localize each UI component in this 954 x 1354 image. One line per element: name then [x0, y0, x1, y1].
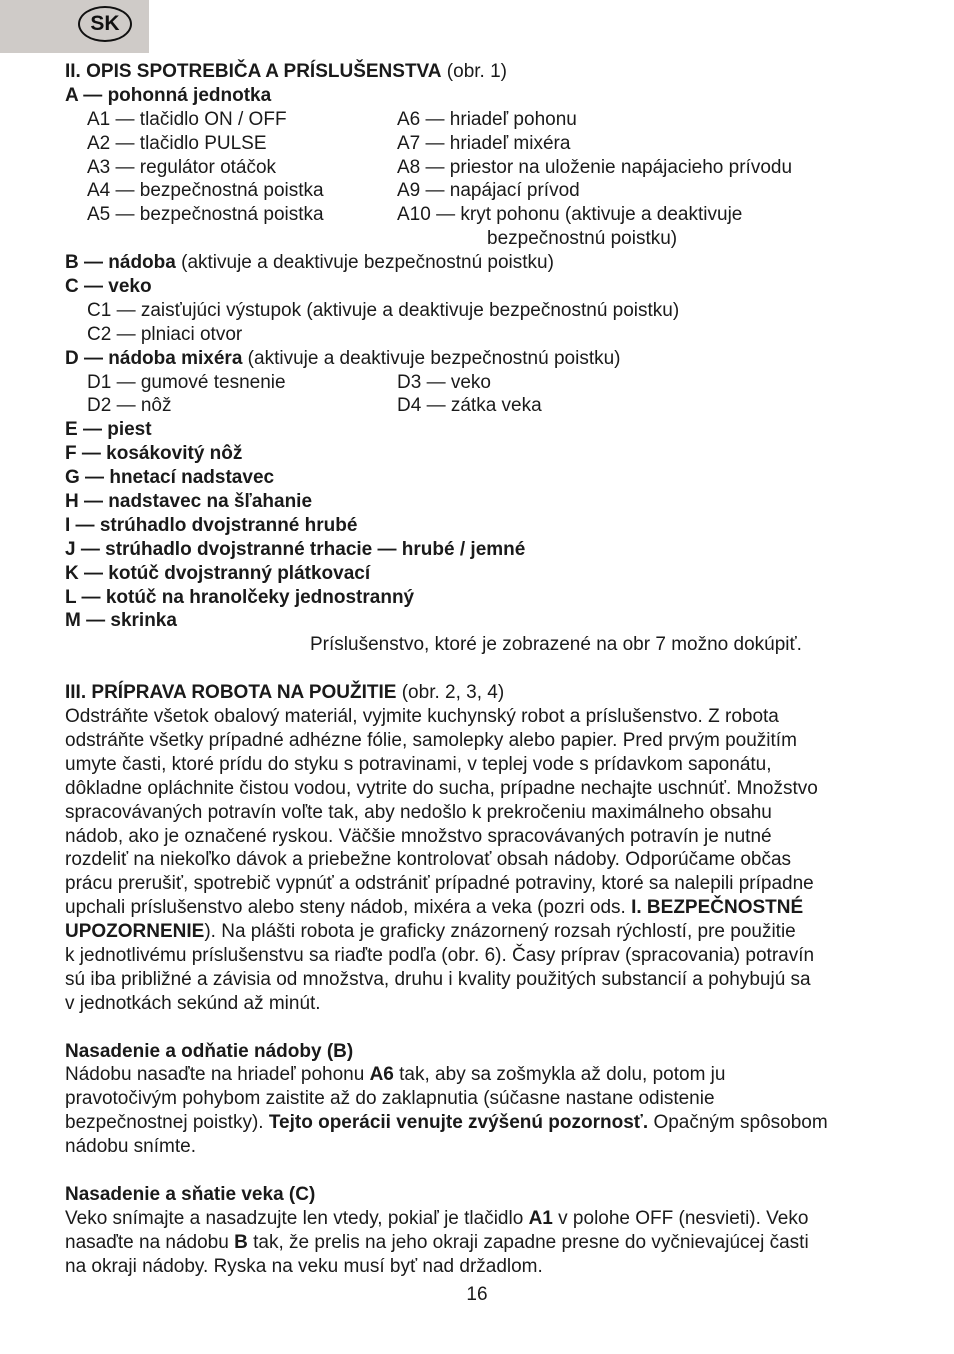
paragraph-line: prácu prerušiť, spotrebič vypnúť a odstrániť prípadné potraviny, ktoré sa nalepili prípadne — [65, 873, 814, 895]
lid-paragraph — [65, 1207, 895, 1279]
section2-title: II. OPIS SPOTREBIČA A PRÍSLUŠENSTVA — [65, 61, 442, 82]
part-a-item: A8 — priestor na uloženie napájacieho prívodu — [397, 156, 793, 178]
section2-heading — [65, 60, 895, 84]
part-a-row — [65, 203, 895, 227]
part-item: L — kotúč na hranolčeky jednostranný — [65, 586, 415, 608]
part-d — [65, 347, 895, 371]
part-reference: A1 — [528, 1207, 553, 1229]
part-a-row — [65, 179, 895, 203]
part-reference: A6 — [369, 1064, 394, 1086]
part-a-item: A7 — hriadeľ mixéra — [397, 132, 571, 154]
part-d-item: D3 — veko — [397, 371, 491, 393]
part-c-item: C2 — plniaci otvor — [87, 323, 243, 345]
section3-title-ref: (obr. 2, 3, 4) — [396, 682, 505, 704]
part-d-row — [65, 394, 895, 418]
part-a-item: A10 — kryt pohonu (aktivuje a deaktivuje — [397, 204, 743, 226]
text-run: bezpečnostnej poistky). — [65, 1112, 269, 1134]
paragraph-line: nádobu snímte. — [65, 1136, 196, 1158]
paragraph-line: nádob, ako je označené ryskou. Väčšie množstvo spracovávaných potravín je nutné — [65, 825, 772, 847]
part-item: M — skrinka — [65, 610, 177, 632]
paragraph-line — [65, 1207, 895, 1231]
text-run: Opačným spôsobom — [648, 1112, 828, 1134]
part-a-row — [65, 156, 895, 180]
part-a-item: A3 — regulátor otáčok — [87, 156, 277, 178]
paragraph-line: umyte časti, ktoré prídu do styku s potravinami, v teplej vode s prídavkom saponátu, — [65, 753, 772, 775]
section3-title: III. PRÍPRAVA ROBOTA NA POUŽITIE — [65, 682, 397, 704]
paragraph-line: spracovávaných potravín voľte tak, aby nedošlo k prekročeniu maximálneho obsahu — [65, 801, 772, 823]
part-a-item: A6 — hriadeľ pohonu — [397, 108, 577, 130]
page-number: 16 — [466, 1284, 488, 1305]
language-badge: SK — [78, 6, 132, 42]
text-run: Veko snímajte a nasadzujte len vtedy, pokiaľ je tlačidlo — [65, 1207, 529, 1229]
paragraph-line: na okraji nádoby. Ryska na veku musí byť nad držadlom. — [65, 1255, 543, 1277]
part-b-description: (aktivuje a deaktivuje bezpečnostnú poistku) — [175, 252, 554, 274]
bowl-heading: Nasadenie a odňatie nádoby (B) — [65, 1040, 354, 1062]
paragraph-line: v jednotkách sekúnd až minút. — [65, 992, 321, 1014]
text-run: v polohe OFF (nesvieti). Veko — [552, 1207, 809, 1229]
part-a-row — [65, 132, 895, 156]
paragraph-line: Odstráňte všetok obalový materiál, vyjmite kuchynský robot a príslušenstvo. Z robota — [65, 706, 779, 728]
part-d-item: D2 — nôž — [87, 395, 172, 417]
part-d-description: (aktivuje a deaktivuje bezpečnostnú poistku) — [242, 347, 621, 369]
part-reference: B — [234, 1231, 248, 1253]
paragraph-line: rozdeliť na niekoľko dávok a priebežne kontrolovať obsah nádoby. Odporúčame občas — [65, 849, 792, 871]
paragraph-line: odstráňte všetky prípadné adhézne fólie, samolepky alebo papier. Pred prvým použitím — [65, 729, 797, 751]
paragraph-line: sú iba približné a závisia od množstva, druhu i kvality použitých substancií a pohybujú sa — [65, 968, 811, 990]
part-a-item: A4 — bezpečnostná poistka — [87, 180, 324, 202]
part-a-item: A2 — tlačidlo PULSE — [87, 132, 267, 154]
paragraph-line — [65, 1111, 895, 1135]
accessories-note: Príslušenstvo, ktoré je zobrazené na obr 7 možno dokúpiť. — [310, 634, 802, 656]
paragraph-line: dôkladne opláchnite čistou vodou, vytrite do sucha, prípadne nechajte uschnúť. Množstvo — [65, 777, 818, 799]
section3-paragraph — [65, 705, 895, 1016]
part-a-row — [65, 108, 895, 132]
part-item: H — nadstavec na šľahanie — [65, 491, 313, 513]
text-run: ). Na plášti robota je graficky znázornený rozsah rýchlostí, pre použitie — [204, 921, 796, 943]
warning-text: Tejto operácii venujte zvýšenú pozornosť. — [268, 1112, 649, 1134]
part-item: K — kotúč dvojstranný plátkovací — [65, 562, 371, 584]
part-d-row — [65, 371, 895, 395]
part-a-item: A1 — tlačidlo ON / OFF — [87, 108, 287, 130]
section3-heading — [65, 681, 895, 705]
section2-title-ref: (obr. 1) — [441, 61, 508, 82]
part-item: J — strúhadlo dvojstranné trhacie — hrubé / jemné — [65, 538, 526, 560]
paragraph-line — [65, 896, 895, 920]
part-a-item-continuation: bezpečnostnú poistku) — [487, 228, 678, 250]
paragraph-line: pravotočivým pohybom zaistite až do zaklapnutia (súčasne nastane odistenie — [65, 1088, 715, 1110]
part-a-item: A5 — bezpečnostná poistka — [87, 204, 324, 226]
part-item: F — kosákovitý nôž — [65, 443, 243, 465]
text-run: Nádobu nasaďte na hriadeľ pohonu — [65, 1064, 370, 1086]
text-run: tak, aby sa zošmykla až dolu, potom ju — [393, 1064, 726, 1086]
part-a-item: A9 — napájací prívod — [397, 180, 580, 202]
text-run: nasaďte na nádobu — [65, 1231, 235, 1253]
part-item: E — piest — [65, 419, 152, 441]
part-d-title: D — nádoba mixéra — [65, 347, 243, 369]
text-run: tak, že prelis na jeho okraji zapadne presne do vyčnievajúcej časti — [247, 1231, 809, 1253]
part-c-title: C — veko — [65, 276, 152, 298]
page-content — [65, 60, 895, 1278]
part-b — [65, 251, 895, 275]
part-b-title: B — nádoba — [65, 252, 176, 274]
paragraph-line — [65, 920, 895, 944]
part-item: G — hnetací nadstavec — [65, 467, 275, 489]
paragraph-line: k jednotlivému príslušenstvu sa riaďte podľa (obr. 6). Časy príprav (spracovania) potravín — [65, 944, 815, 966]
part-a-title: A — pohonná jednotka — [65, 84, 272, 106]
safety-reference: UPOZORNENIE — [65, 921, 205, 943]
part-d-item: D4 — zátka veka — [397, 395, 542, 417]
language-tab — [0, 0, 149, 53]
bowl-paragraph — [65, 1063, 895, 1159]
paragraph-line — [65, 1231, 895, 1255]
paragraph-line — [65, 1063, 895, 1087]
part-c-item: C1 — zaisťujúci výstupok (aktivuje a deaktivuje bezpečnostnú poistku) — [87, 299, 680, 321]
safety-reference: I. BEZPEČNOSTNÉ — [631, 897, 804, 919]
text-run: upchali príslušenstvo alebo steny nádob, mixéra a veka (pozri ods. — [65, 897, 632, 919]
lid-heading: Nasadenie a sňatie veka (C) — [65, 1183, 316, 1205]
part-item: I — strúhadlo dvojstranné hrubé — [65, 514, 358, 536]
part-d-item: D1 — gumové tesnenie — [87, 371, 286, 393]
